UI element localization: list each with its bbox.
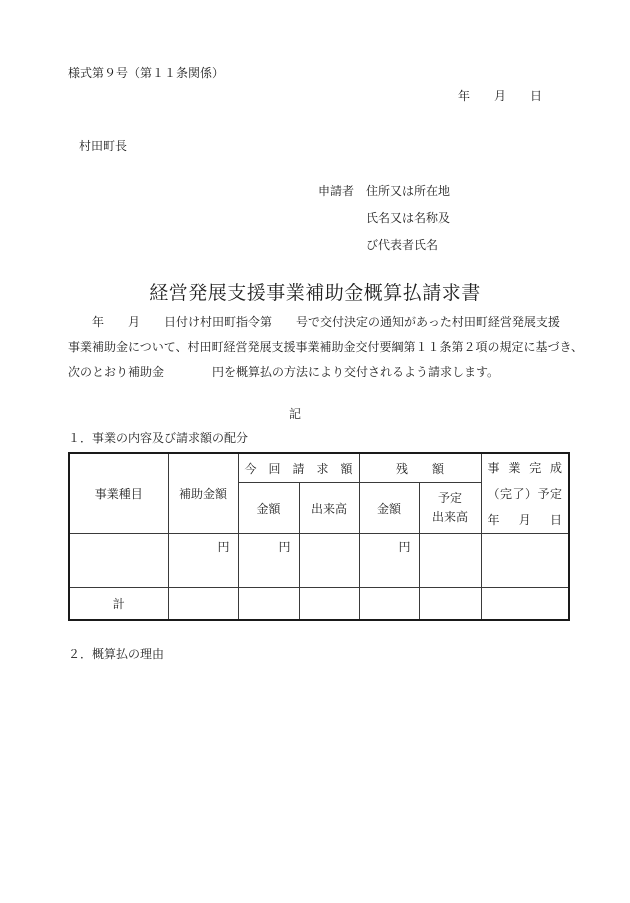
addressee: 村田町長 [79, 139, 128, 153]
total-row-label: 計 [69, 588, 168, 621]
applicant-name-line2: び代表者氏名 [366, 238, 439, 252]
applicant-block [318, 184, 450, 265]
subcol-header-claim-progress: 出来高 [299, 483, 359, 534]
total-cell-subsidy-amount [168, 588, 238, 621]
applicant-label: 申請者 [318, 184, 355, 198]
document-title: 経営発展支援事業補助金概算払請求書 [149, 283, 481, 304]
data-cell-claim-progress [299, 534, 359, 588]
col-header-completion-date [481, 453, 569, 534]
subcol-header-remaining-amount: 金額 [359, 483, 419, 534]
planned-progress-line-1: 予定 [438, 491, 463, 505]
record-marker: 記 [288, 407, 301, 421]
subcol-header-planned-progress [419, 483, 481, 534]
date-line: 年 月 日 [458, 89, 543, 103]
completion-line-2: （完了）予定 [487, 486, 563, 501]
applicant-name-line1: 氏名又は名称及 [366, 211, 451, 225]
completion-line-1: 事 業 完 成 [487, 460, 563, 475]
total-cell-remaining-amount [359, 588, 419, 621]
total-cell-completion-date [481, 588, 569, 621]
data-cell-business-item [69, 534, 168, 588]
body-paragraph [68, 310, 583, 385]
applicant-address-label: 住所又は所在地 [366, 184, 451, 198]
total-cell-planned-progress [419, 588, 481, 621]
section2-heading: ２．概算払の理由 [68, 647, 165, 661]
applicant-address-row [318, 184, 450, 211]
planned-progress-line-2: 出来高 [432, 510, 469, 524]
data-cell-planned-progress [419, 534, 481, 588]
section1-heading: １．事業の内容及び請求額の配分 [68, 431, 249, 445]
body-line-1: 年 月 日付け村田町指令第 号で交付決定の通知があった村田町経営発展支援 [68, 315, 560, 329]
col-header-current-claim: 今 回 請 求 額 [238, 453, 359, 483]
claim-allocation-table [68, 452, 570, 621]
form-number: 様式第９号（第１１条関係） [68, 66, 225, 80]
completion-line-3: 年 月 日 [487, 512, 563, 527]
total-cell-claim-progress [299, 588, 359, 621]
data-cell-subsidy-amount: 円 [168, 534, 238, 588]
data-cell-remaining-amount: 円 [359, 534, 419, 588]
data-cell-claim-amount: 円 [238, 534, 299, 588]
subcol-header-claim-amount: 金額 [238, 483, 299, 534]
body-line-3: 次のとおり補助金 円を概算払の方法により交付されるよう請求します。 [68, 365, 500, 379]
data-cell-completion-date [481, 534, 569, 588]
col-header-remaining: 残 額 [359, 453, 481, 483]
col-header-subsidy-amount: 補助金額 [168, 453, 238, 534]
total-cell-claim-amount [238, 588, 299, 621]
body-line-2: 事業補助金について、村田町経営発展支援事業補助金交付要綱第１１条第２項の規定に基づき、 [68, 340, 584, 354]
col-header-business-item: 事業種目 [69, 453, 168, 534]
